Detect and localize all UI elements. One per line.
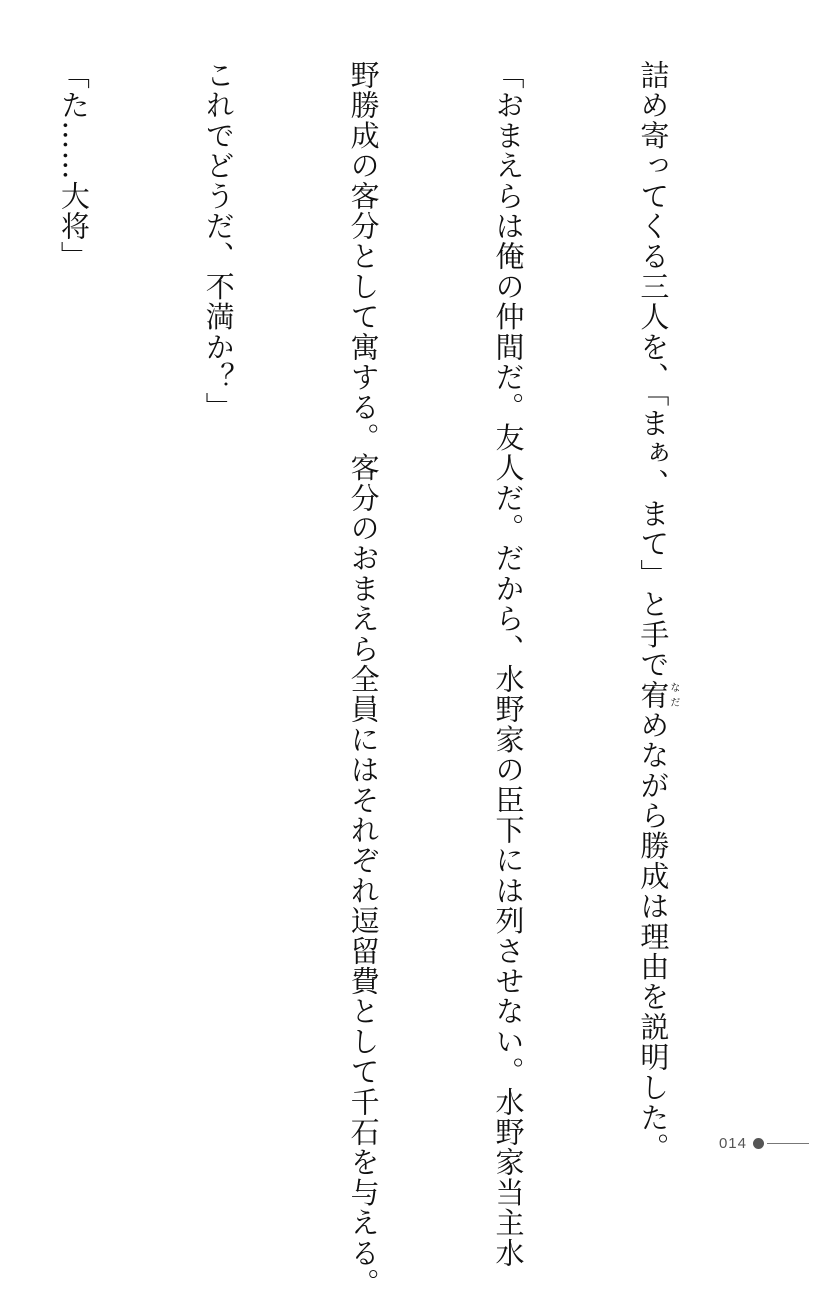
folio-dot-icon xyxy=(753,1138,764,1149)
page-number: 014 xyxy=(718,1134,747,1152)
text-line-4: これでどうだ、不満か？」 xyxy=(201,60,236,423)
text-line-1: 詰め寄ってくる三人を、「まぁ、まて」と手で宥なだめながら勝成は理由を説明した。 xyxy=(636,60,679,1163)
text-line-3: 野勝成の客分として寓する。客分のおまえら全員にはそれぞれ逗留費として千石を与える。 xyxy=(346,60,381,1298)
page-footer xyxy=(719,1132,809,1154)
text-line-5: 「た……大将」 xyxy=(56,60,91,272)
text-line-2: 「おまえらは俺の仲間だ。友人だ。だから、水野家の臣下には列させない。水野家当主水 xyxy=(491,60,526,1268)
folio-rule xyxy=(767,1143,809,1144)
ruby-annotation: 宥なだ xyxy=(636,679,679,710)
